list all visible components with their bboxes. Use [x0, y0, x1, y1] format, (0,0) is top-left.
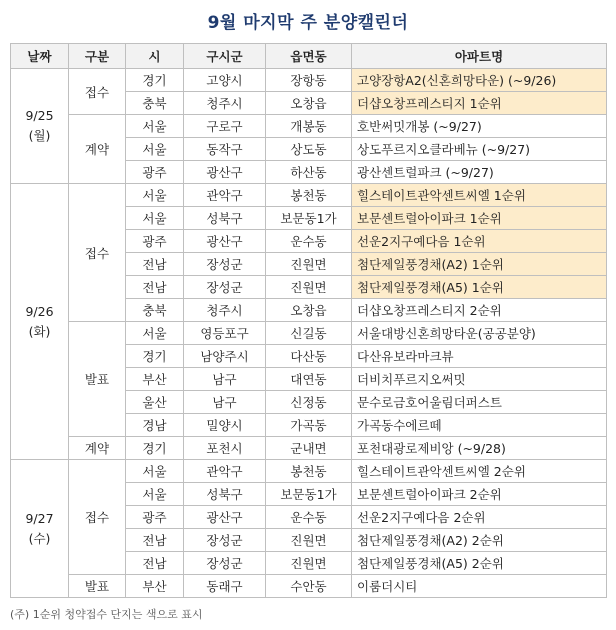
apartment-cell: 힐스테이트관악센트씨엘 1순위	[352, 184, 607, 207]
town-cell: 대연동	[266, 368, 352, 391]
apartment-cell: 보문센트럴아이파크 1순위	[352, 207, 607, 230]
apartment-cell: 더샵오창프레스티지 2순위	[352, 299, 607, 322]
apartment-cell: 첨단제일풍경채(A2) 2순위	[352, 529, 607, 552]
district-cell: 남양주시	[184, 345, 266, 368]
town-cell: 보문동1가	[266, 207, 352, 230]
header-town: 읍면동	[266, 44, 352, 69]
apartment-cell: 광산센트럴파크 (~9/27)	[352, 161, 607, 184]
header-city: 시	[126, 44, 184, 69]
city-cell: 서울	[126, 483, 184, 506]
district-cell: 고양시	[184, 69, 266, 92]
date-weekday: (화)	[28, 323, 51, 339]
city-cell: 서울	[126, 207, 184, 230]
town-cell: 가곡동	[266, 414, 352, 437]
town-cell: 오창읍	[266, 92, 352, 115]
city-cell: 부산	[126, 368, 184, 391]
header-type: 구분	[69, 44, 126, 69]
apartment-cell: 고양장항A2(신혼희망타운) (~9/26)	[352, 69, 607, 92]
city-cell: 충북	[126, 92, 184, 115]
table-row	[11, 69, 607, 92]
city-cell: 서울	[126, 460, 184, 483]
type-cell: 접수	[69, 460, 126, 575]
date-day: 9/26	[25, 303, 54, 319]
type-cell: 계약	[69, 437, 126, 460]
type-cell: 접수	[69, 69, 126, 115]
table-row	[11, 460, 607, 483]
schedule-table	[10, 43, 607, 598]
district-cell: 관악구	[184, 460, 266, 483]
town-cell: 오창읍	[266, 299, 352, 322]
city-cell: 경남	[126, 414, 184, 437]
town-cell: 진원면	[266, 552, 352, 575]
city-cell: 경기	[126, 345, 184, 368]
table-row	[11, 184, 607, 207]
town-cell: 군내면	[266, 437, 352, 460]
town-cell: 운수동	[266, 506, 352, 529]
district-cell: 영등포구	[184, 322, 266, 345]
header-date: 날짜	[11, 44, 69, 69]
district-cell: 광산구	[184, 161, 266, 184]
district-cell: 장성군	[184, 276, 266, 299]
type-cell: 발표	[69, 575, 126, 598]
city-cell: 전남	[126, 253, 184, 276]
type-cell: 발표	[69, 322, 126, 437]
town-cell: 장항동	[266, 69, 352, 92]
district-cell: 성북구	[184, 483, 266, 506]
apartment-cell: 첨단제일풍경채(A2) 1순위	[352, 253, 607, 276]
city-cell: 충북	[126, 299, 184, 322]
date-day: 9/25	[25, 108, 54, 123]
apartment-cell: 더비치푸르지오써밋	[352, 368, 607, 391]
town-cell: 진원면	[266, 276, 352, 299]
table-row	[11, 437, 607, 460]
district-cell: 포천시	[184, 437, 266, 460]
district-cell: 청주시	[184, 92, 266, 115]
town-cell: 봉천동	[266, 460, 352, 483]
apartment-cell: 힐스테이트관악센트씨엘 2순위	[352, 460, 607, 483]
apartment-cell: 가곡동수에르떼	[352, 414, 607, 437]
date-weekday: (수)	[28, 530, 51, 546]
table-row	[11, 115, 607, 138]
district-cell: 남구	[184, 391, 266, 414]
apartment-cell: 선운2지구예다음 2순위	[352, 506, 607, 529]
district-cell: 성북구	[184, 207, 266, 230]
city-cell: 부산	[126, 575, 184, 598]
city-cell: 전남	[126, 276, 184, 299]
city-cell: 서울	[126, 184, 184, 207]
district-cell: 장성군	[184, 552, 266, 575]
header-apartment: 아파트명	[352, 44, 607, 69]
town-cell: 진원면	[266, 253, 352, 276]
footnote: (주) 1순위 청약접수 단지는 색으로 표시	[10, 608, 203, 621]
city-cell: 서울	[126, 115, 184, 138]
city-cell: 전남	[126, 529, 184, 552]
town-cell: 상도동	[266, 138, 352, 161]
city-cell: 서울	[126, 138, 184, 161]
table-row	[11, 322, 607, 345]
town-cell: 보문동1가	[266, 483, 352, 506]
town-cell: 다산동	[266, 345, 352, 368]
date-cell	[11, 460, 69, 598]
city-cell: 서울	[126, 322, 184, 345]
district-cell: 밀양시	[184, 414, 266, 437]
apartment-cell: 이룸더시티	[352, 575, 607, 598]
town-cell: 신길동	[266, 322, 352, 345]
apartment-cell: 첨단제일풍경채(A5) 2순위	[352, 552, 607, 575]
apartment-cell: 상도푸르지오클라베뉴 (~9/27)	[352, 138, 607, 161]
header-district: 구시군	[184, 44, 266, 69]
date-day: 9/27	[25, 510, 54, 526]
type-cell: 계약	[69, 115, 126, 184]
table-row	[11, 575, 607, 598]
district-cell: 광산구	[184, 506, 266, 529]
district-cell: 동래구	[184, 575, 266, 598]
town-cell: 하산동	[266, 161, 352, 184]
district-cell: 장성군	[184, 529, 266, 552]
district-cell: 구로구	[184, 115, 266, 138]
city-cell: 광주	[126, 230, 184, 253]
district-cell: 남구	[184, 368, 266, 391]
schedule-body	[11, 69, 607, 598]
city-cell: 울산	[126, 391, 184, 414]
date-cell	[11, 184, 69, 460]
city-cell: 광주	[126, 506, 184, 529]
district-cell: 동작구	[184, 138, 266, 161]
apartment-cell: 문수로금호어울림더퍼스트	[352, 391, 607, 414]
town-cell: 진원면	[266, 529, 352, 552]
town-cell: 봉천동	[266, 184, 352, 207]
city-cell: 전남	[126, 552, 184, 575]
city-cell: 광주	[126, 161, 184, 184]
district-cell: 관악구	[184, 184, 266, 207]
district-cell: 청주시	[184, 299, 266, 322]
district-cell: 장성군	[184, 253, 266, 276]
date-weekday: (월)	[28, 128, 51, 143]
town-cell: 개봉동	[266, 115, 352, 138]
apartment-cell: 다산유보라마크뷰	[352, 345, 607, 368]
apartment-cell: 보문센트럴아이파크 2순위	[352, 483, 607, 506]
town-cell: 운수동	[266, 230, 352, 253]
apartment-cell: 선운2지구예다음 1순위	[352, 230, 607, 253]
city-cell: 경기	[126, 437, 184, 460]
apartment-cell: 첨단제일풍경채(A5) 1순위	[352, 276, 607, 299]
apartment-cell: 포천대광로제비앙 (~9/28)	[352, 437, 607, 460]
header-row	[11, 44, 607, 69]
apartment-cell: 호반써밋개봉 (~9/27)	[352, 115, 607, 138]
apartment-cell: 더샵오창프레스티지 1순위	[352, 92, 607, 115]
apartment-cell: 서울대방신혼희망타운(공공분양)	[352, 322, 607, 345]
page-title: 9월 마지막 주 분양캘린더	[207, 13, 409, 33]
city-cell: 경기	[126, 69, 184, 92]
district-cell: 광산구	[184, 230, 266, 253]
town-cell: 수안동	[266, 575, 352, 598]
town-cell: 신정동	[266, 391, 352, 414]
type-cell: 접수	[69, 184, 126, 322]
date-cell	[11, 69, 69, 184]
